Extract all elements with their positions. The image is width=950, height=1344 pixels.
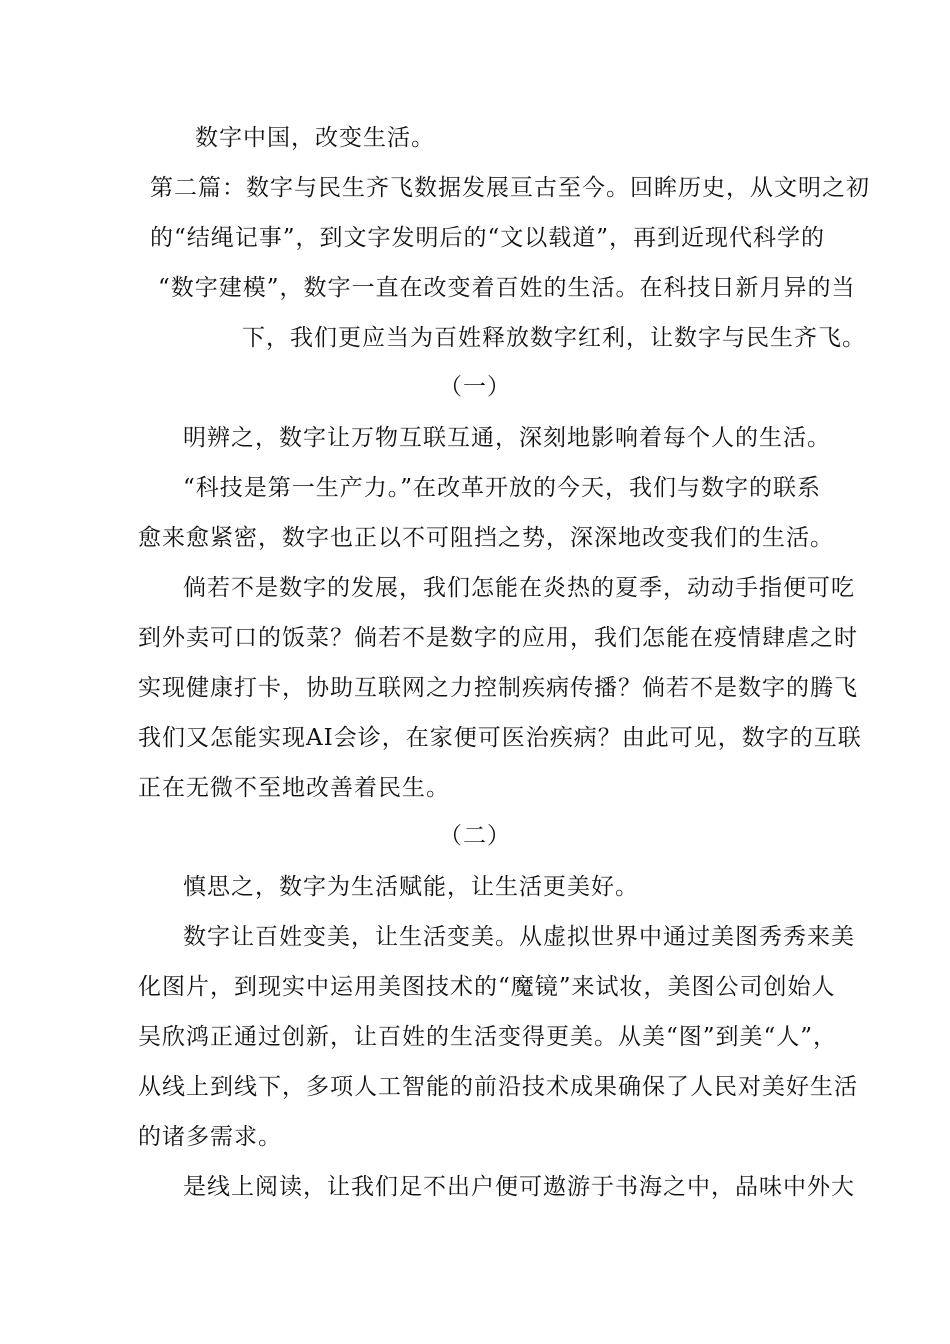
paragraph-line: 的诸多需求。 [138, 1124, 282, 1150]
paragraph-line: 实现健康打卡，协助互联网之力控制疾病传播？倘若不是数字的腾飞 [138, 675, 858, 701]
paragraph-line: 从线上到线下，多项人工智能的前沿技术成果确保了人民对美好生活 [138, 1074, 858, 1100]
article-line: “数字建模”，数字一直在改变着百姓的生活。在科技日新月异的当 [158, 275, 856, 301]
section-thesis: 慎思之，数字为生活赋能，让生活更美好。 [183, 874, 639, 900]
paragraph-line: 数字让百姓变美，让生活变美。从虚拟世界中通过美图秀秀来美 [183, 924, 855, 950]
paragraph-line: 到外卖可口的饭菜？倘若不是数字的应用，我们怎能在疫情肆虐之时 [138, 625, 858, 651]
section-heading: （一） [439, 374, 511, 400]
article-line: 的“结绳记事”，到文字发明后的“文以载道”，再到近现代科学的 [150, 225, 826, 251]
paragraph-line: 是线上阅读，让我们足不出户便可遨游于书海之中，品味中外大 [183, 1174, 855, 1200]
paragraph-line: “科技是第一生产力。”在改革开放的今天，我们与数字的联系 [183, 475, 822, 501]
paragraph-line: 吴欣鸿正通过创新，让百姓的生活变得更美。从美“图”到美“人”， [138, 1024, 838, 1050]
paragraph-line: 正在无微不至地改善着民生。 [138, 775, 450, 801]
section-thesis: 明辨之，数字让万物互联互通，深刻地影响着每个人的生活。 [183, 425, 831, 451]
article-title-line: 第二篇：数字与民生齐飞数据发展亘古至今。回眸历史，从文明之初 [150, 175, 870, 201]
paragraph-line: 倘若不是数字的发展，我们怎能在炎热的夏季，动动手指便可吃 [183, 575, 855, 601]
section-heading: （二） [439, 823, 511, 849]
paragraph-line: 化图片，到现实中运用美图技术的“魔镜”来试妆，美图公司创始人 [138, 974, 836, 1000]
article-line: 下，我们更应当为百姓释放数字红利，让数字与民生齐飞。 [242, 325, 866, 351]
paragraph-line: 愈来愈紧密，数字也正以不可阻挡之势，深深地改变我们的生活。 [138, 525, 834, 551]
intro-line: 数字中国，改变生活。 [195, 125, 435, 151]
paragraph-line: 我们又怎能实现AI会诊，在家便可医治疾病？由此可见，数字的互联 [138, 725, 862, 751]
